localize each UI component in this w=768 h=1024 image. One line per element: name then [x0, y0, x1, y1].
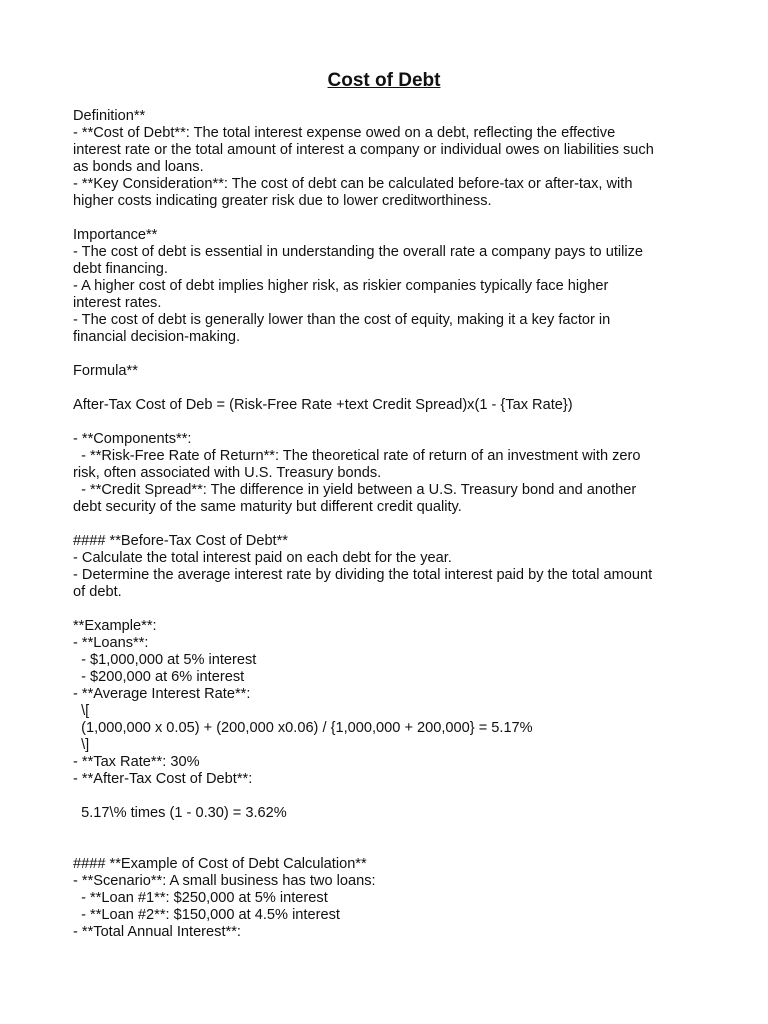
text-line: Definition**	[73, 108, 146, 124]
text-line: Formula**	[73, 363, 138, 379]
text-line: as bonds and loans.	[73, 159, 204, 175]
text-line: Importance**	[73, 227, 158, 243]
text-line: of debt.	[73, 584, 122, 600]
text-line: - **Credit Spread**: The difference in yield between a U.S. Treasury bond and another	[73, 482, 637, 498]
text-line: - $200,000 at 6% interest	[73, 669, 245, 685]
text-line: - **Key Consideration**: The cost of debt can be calculated before-tax or after-tax, with	[73, 176, 633, 192]
text-line: - Calculate the total interest paid on each debt for the year.	[73, 550, 452, 566]
blank-line	[73, 822, 703, 839]
text-line: - **After-Tax Cost of Debt**:	[73, 771, 253, 787]
text-line: #### **Before-Tax Cost of Debt**	[73, 533, 288, 549]
text-line: After-Tax Cost of Deb = (Risk-Free Rate +text Credit Spread)x(1 - {Tax Rate})	[73, 397, 573, 413]
text-line: - **Tax Rate**: 30%	[73, 754, 200, 770]
blank-line	[73, 380, 703, 397]
text-line: - **Components**:	[73, 431, 192, 447]
text-line: - **Average Interest Rate**:	[73, 686, 251, 702]
text-line: 5.17\% times (1 - 0.30) = 3.62%	[73, 805, 287, 821]
text-line: - A higher cost of debt implies higher risk, as riskier companies typically face higher	[73, 278, 609, 294]
blank-line	[73, 516, 703, 533]
text-line: - **Cost of Debt**: The total interest expense owed on a debt, reflecting the effective	[73, 125, 616, 141]
blank-line	[73, 788, 703, 805]
text-line: **Example**:	[73, 618, 157, 634]
text-line: interest rates.	[73, 295, 162, 311]
text-line: - **Loans**:	[73, 635, 149, 651]
text-line: - **Loan #2**: $150,000 at 4.5% interest	[73, 907, 340, 923]
blank-line	[73, 210, 703, 227]
text-line: - Determine the average interest rate by dividing the total interest paid by the total amount	[73, 567, 653, 583]
text-line: #### **Example of Cost of Debt Calculation**	[73, 856, 367, 872]
text-line: - **Loan #1**: $250,000 at 5% interest	[73, 890, 328, 906]
blank-line	[73, 414, 703, 431]
text-line: \]	[73, 737, 90, 753]
text-line: debt financing.	[73, 261, 168, 277]
text-line: - **Scenario**: A small business has two loans:	[73, 873, 376, 889]
text-line: - **Total Annual Interest**:	[73, 924, 241, 940]
blank-line	[73, 839, 703, 856]
text-line: higher costs indicating greater risk due to lower creditworthiness.	[73, 193, 492, 209]
text-line: \[	[73, 703, 90, 719]
text-line: - **Risk-Free Rate of Return**: The theoretical rate of return of an investment with zero	[73, 448, 641, 464]
text-line: - The cost of debt is generally lower than the cost of equity, making it a key factor in	[73, 312, 611, 328]
text-line: (1,000,000 x 0.05) + (200,000 x0.06) / {1,000,000 + 200,000} = 5.17%	[73, 720, 533, 736]
blank-line	[73, 601, 703, 618]
text-line: - The cost of debt is essential in understanding the overall rate a company pays to utilize	[73, 244, 644, 260]
text-line: interest rate or the total amount of interest a company or individual owes on liabilities such	[73, 142, 654, 158]
text-line: - $1,000,000 at 5% interest	[73, 652, 257, 668]
page-title: Cost of Debt	[327, 70, 441, 91]
text-line: financial decision-making.	[73, 329, 241, 345]
text-line: debt security of the same maturity but different credit quality.	[73, 499, 462, 515]
document-body	[73, 108, 703, 941]
text-line: risk, often associated with U.S. Treasury bonds.	[73, 465, 382, 481]
blank-line	[73, 346, 703, 363]
